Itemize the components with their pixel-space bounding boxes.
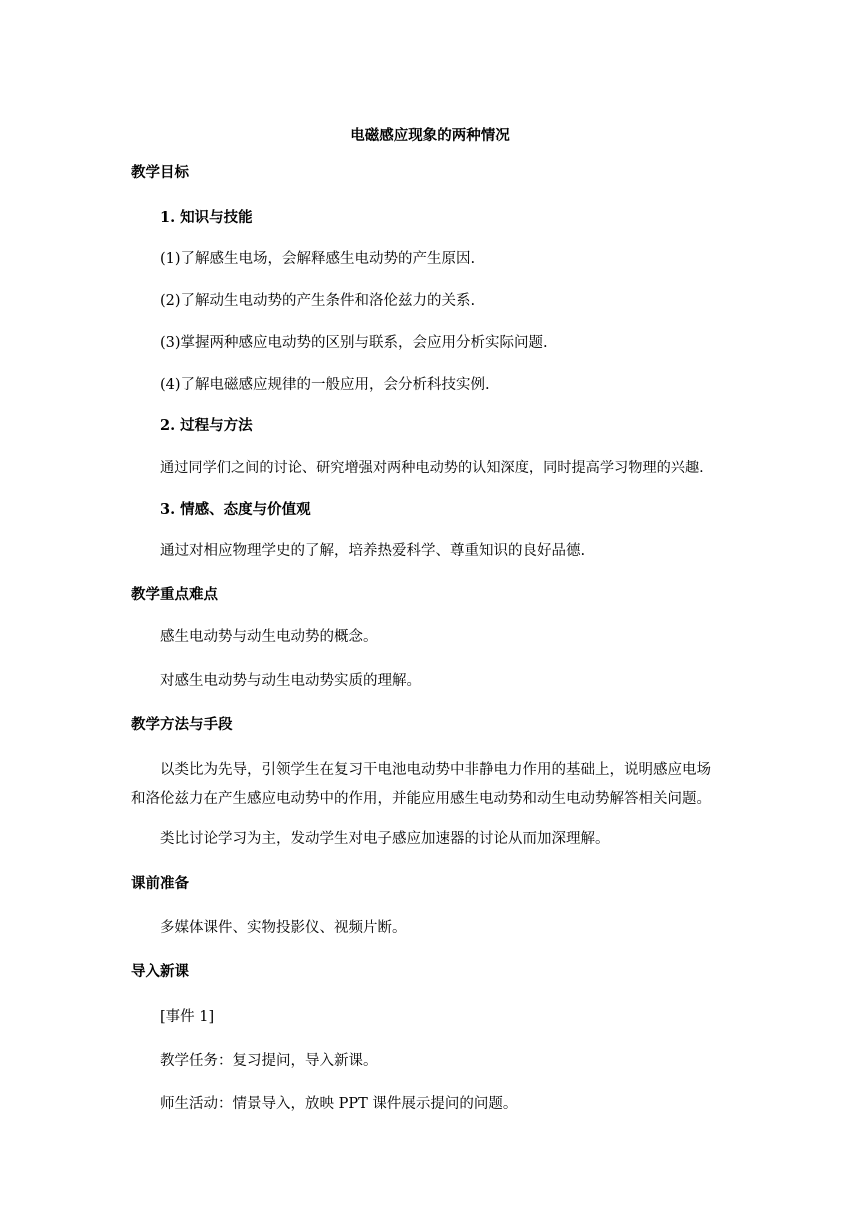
preparation-text: 多媒体课件、实物投影仪、视频片断。 — [160, 920, 407, 936]
subheading-process-methods: 2. 过程与方法 — [160, 417, 253, 434]
key-point-item: 对感生电动势与动生电动势实质的理解。 — [160, 673, 421, 689]
methods-paragraph-line: 和洛伦兹力在产生感应电动势中的作用，并能应用感生电动势和动生电动势解答相关问题。 — [131, 791, 711, 807]
heading-key-points: 教学重点难点 — [131, 586, 218, 603]
process-text: 通过同学们之间的讨论、研究增强对两种电动势的认知深度，同时提高学习物理的兴趣. — [160, 460, 704, 476]
subheading-knowledge-skills: 1. 知识与技能 — [160, 209, 253, 226]
goal-item: (1)了解感生电场，会解释感生电动势的产生原因. — [160, 251, 476, 267]
document-title: 电磁感应现象的两种情况 — [350, 127, 510, 144]
teaching-task: 教学任务：复习提问，导入新课。 — [160, 1053, 378, 1069]
heading-intro: 导入新课 — [131, 963, 189, 980]
event-label: [事件 1] — [160, 1009, 215, 1025]
teacher-student-activity: 师生活动：情景导入，放映 PPT 课件展示提问的问题。 — [160, 1096, 518, 1112]
key-point-item: 感生电动势与动生电动势的概念。 — [160, 629, 378, 645]
methods-paragraph-line: 以类比为先导，引领学生在复习干电池电动势中非静电力作用的基础上，说明感应电场 — [160, 762, 711, 778]
goal-item: (3)掌握两种感应电动势的区别与联系，会应用分析实际问题. — [160, 335, 548, 351]
subheading-emotion-values: 3. 情感、态度与价值观 — [160, 501, 311, 518]
goal-item: (4)了解电磁感应规律的一般应用，会分析科技实例. — [160, 377, 490, 393]
goal-item: (2)了解动生电动势的产生条件和洛伦兹力的关系. — [160, 293, 476, 309]
heading-teaching-goals: 教学目标 — [131, 164, 189, 181]
heading-preparation: 课前准备 — [131, 875, 189, 892]
emotion-text: 通过对相应物理学史的了解，培养热爱科学、尊重知识的良好品德. — [160, 543, 586, 559]
methods-paragraph: 类比讨论学习为主，发动学生对电子感应加速器的讨论从而加深理解。 — [160, 831, 610, 847]
heading-methods: 教学方法与手段 — [131, 716, 233, 733]
